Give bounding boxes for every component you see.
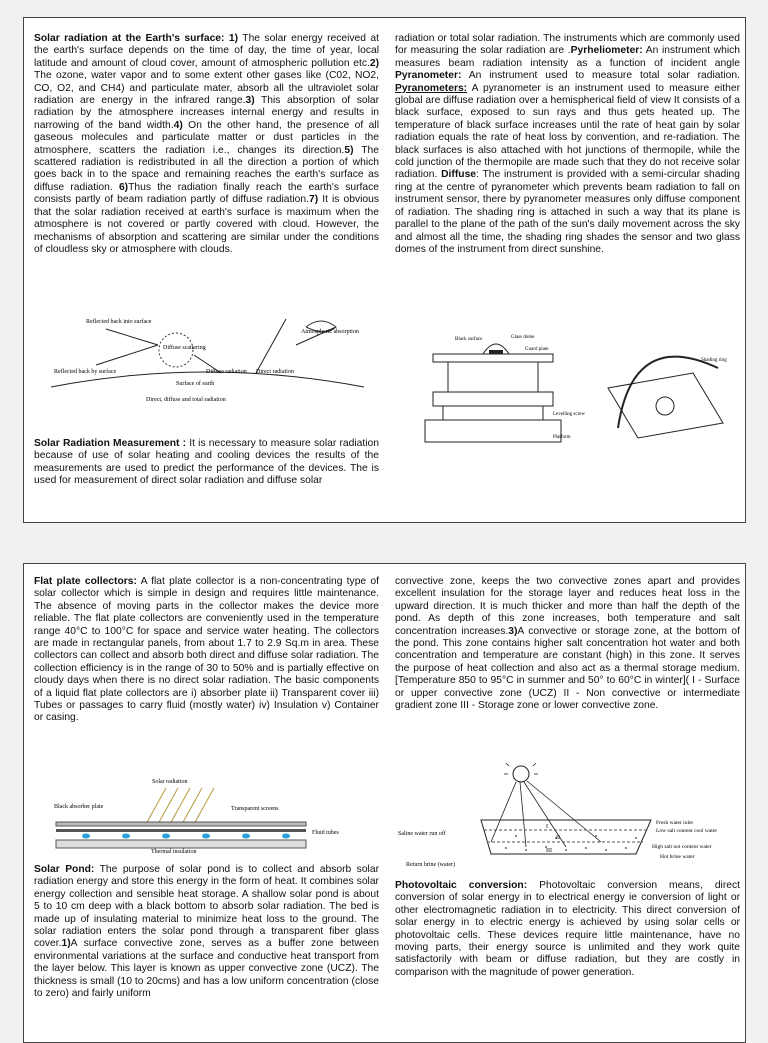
point-number: 2) [369,57,379,69]
page1-right-column [395,33,740,256]
term-heading: Pyranometer: [395,70,462,82]
paragraph-text: radiation or total solar radiation. The instruments which are commonly used for measuring the solar radiation are . [395,33,740,57]
label-zone-2: II [556,835,560,841]
label-diffuse-radiation: Diffuse radiation [206,369,247,375]
figure-caption: Direct, diffuse and total radiation [146,397,226,403]
paragraph-text: A pyranometer is an instrument used to measure either global are diffuse radiation over a hemispherical field of view It consists of a black surface, exposed to sun rays and thus gets heated up. The temperature of black surface increases until the rate of heat gain by solar radiation equals the rate of heat loss by convention, and re-radiation. The black surfaces is also attached with hot junctions of thermopile, while the cold junction of the thermopile are made such that they do not receive solar radiation. [395,82,740,181]
pyranometer-diagram-svg [403,328,738,448]
paragraph-text: The purpose of solar pond is to collect and absorb solar radiation energy and store this energy in the form of heat. It combines solar energy collection and sensible heat storage. A shallow solar pond is about 5 to 10 cm deep with a black bottom to absorb solar radiation. The bed is made up of insulating material to minimize heat loss to the ground. The solar radiation enters the solar pond through a transparent fiber glass cover. [34,864,380,950]
point-number: 3) [245,95,255,107]
point-number: 5) [344,144,354,156]
page-1 [23,17,746,523]
label-fresh-inlet: Fresh water inlet [656,820,693,826]
label-diffuse-scattering: Diffuse scattering [163,345,206,351]
section-heading: Solar Pond: [34,864,95,875]
label-fluid-tubes: Fluid tubes [312,830,339,836]
paragraph-text: A flat plate collector is a non-concentrating type of solar collector which is simple in design and requires little maintenance. The absence of moving parts in the collector makes the device more reliable. The flat plate collectors are conveniently used in the temperature range 40°C to 100°C for space and service water heating. The collectors are made in rectangular panels, from about 1.7 to 2.9 Sq.m in area. These collectors can collect and absorb both direct and diffuse solar radiation. The collection efficiency is in the range of 30 to 50% and is partially effective on cloudy days when there is no direct solar radiation. The basic components of a liquid flat plate collectors are i) absorber plate ii) Transparent cover iii) Tubes or passages to carry fluid (mostly water) iv) Insulation v) Container or casing. [34,576,379,724]
paragraph-text: It is obvious that the solar radiation received at earth's surface is maximum when the atmosphere is not covered or partly covered with cloud. However, the mechanisms of absorption and scattering are similar under the conditions of cloudless sky or atmosphere with clouds. [34,194,379,255]
paragraph-text: A convective or storage zone, at the bottom of the pond. This zone contains higher salt concentration hot water and both concentration and temperature are constant (high) in this zone. It serves the purpose of heat collection and also act as a thermal storage medium. [Temperature 850 to 95°C in summer and 50° to 60°C in winter]( I - Surface or upper convective zone (UCZ) II - Non convective or intermediate gradient zone III - Storage zone or lower convective zone. [395,625,740,712]
instruments-paragraph [395,33,740,256]
label-hot-brine: Hot brine water [660,854,695,860]
paragraph-text: A surface convective zone, serves as a buffer zone between environmental variations at the surface and conductive heat transport from the layer below. This layer is known as upper convective zone (UCZ). The thickness is small (10 to 20cms) and has a low uniform concentration (close to zero) and fairly uniform [34,938,379,1000]
label-zone-1: I [546,824,548,830]
page2-right-column [395,576,740,712]
solar-pond-paragraph [34,864,379,1000]
label-glass-dome: Glass dome [511,335,535,340]
radiation-surface-paragraph [34,33,379,256]
radiation-diagram-svg [46,315,371,405]
paragraph-text: It is necessary to measure solar radiation because of use of solar heating and cooling devices the results of the measurements are used to predict the performance of the devices. The is used for measurement of direct solar radiation and diffuse solar [34,438,379,487]
term-heading: Diffuse [441,169,477,181]
label-reflected-left: Reflected back by surface [54,369,117,375]
label-zone-3: III [546,848,552,854]
pyranometer-diagram [403,328,738,448]
page2-right-lower [395,880,740,979]
label-black-absorber: Black absorber plate [54,804,104,810]
label-transparent-screens: Transparent screens [231,806,279,812]
term-heading: Pyrheliometer: [570,45,643,57]
label-guard-plate: Guard plate [525,347,549,352]
paragraph-text: convective zone, keeps the two convective zones apart and provides excellent insulation for the storage layer and reduces heat loss in the upward direction. It is much thicker and more than half the depth of the pond. As depth of this zone increases, both temperature and salt concentration increases. [395,576,740,637]
label-surface-of-earth: Surface of earth [176,381,215,387]
point-number: 1) [228,33,239,44]
term-heading: Pyranometers: [395,82,468,94]
paragraph-text: Photovoltaic conversion means, direct conversion of solar energy in to electrical energy ie conversion of light or other electromagnetic radiation in to electricity. This direct conversion of solar energy in to electric energy is achieved by using solar cells or photovoltaic cells. These devices require little maintenance, have no moving parts, their energy source is unlimited and they work quite satisfactorily with beam or diffuse radiation, but they are costly in comparison with the magnitude of power generation. [395,880,740,978]
point-number: 1) [61,938,71,950]
page1-left-lower [34,438,379,488]
point-number: 4) [173,119,183,131]
paragraph-text: The scattered radiation is redistributed in all the direction a portion of which goes back in to the space and remaining reaches the earth's surface as diffuse radiation. [34,144,380,193]
section-heading: Solar Radiation Measurement : [34,438,187,449]
label-black-surface: Black surface [455,337,483,342]
radiation-diagram [46,315,371,405]
measurement-paragraph [34,438,379,488]
label-shading-ring: Shading ring [701,358,727,363]
section-heading: Solar radiation at the Earth's surface: [34,33,225,44]
label-solar-radiation: Solar radiation [152,779,188,785]
label-direct-radiation: Direct radiation [256,369,294,375]
convective-zone-paragraph [395,576,740,712]
label-levelling-screw: Levelling screw [553,412,586,417]
point-number: 6) [118,181,129,193]
paragraph-text: : The instrument is provided with a semi-circular shading ring at the centre of pyranometer which prevents beam radiation to fall on instrument sensor, there by pyranometer measures only diffuse component of radiation. The shading ring is attached in such a way that its plane is parallel to the plane of the path of the sun's daily movement across the sky and almost all the time, the shading ring shades the sensor and two glass domes of the instrument from direct sunshine. [395,169,740,255]
label-saline-run-off: Saline water run off [398,831,446,837]
paragraph-text: Thus the radiation finally reach the earth's surface consists partly of beam radiation partly of diffuse radiation. [34,181,380,206]
photovoltaic-paragraph [395,880,740,979]
label-return-brine: Return brine (water) [406,862,455,868]
paragraph-text: The ozone, water vapor and to some extent other gases like (C02, NO2, CO, O2, and CH4) and particulate mater, absorb all the ultraviolet solar radiation are energy in the infrared range. [34,70,379,107]
section-heading: Flat plate collectors: [34,576,137,587]
label-platform: Platform [553,435,571,440]
paragraph-text: An instrument used to measure total solar radiation. [461,70,740,82]
flat-plate-paragraph [34,576,379,725]
page2-left-column [34,576,379,725]
label-reflected-top: Reflected back into surface [86,319,152,325]
paragraph-text: On the other hand, the presence of all gaseous molecules and particulate matter or dust particles in the atmosphere, scatters the radiation i.e., changes its direction. [34,119,379,156]
paragraph-text: This absorption of solar radiation by the atmosphere increases internal energy and results in narrowing of the band width. [34,95,380,131]
label-high-salt: High salt not content water [652,844,712,850]
solar-pond-svg [396,762,736,870]
solar-pond-diagram [396,762,736,870]
label-atmospheric: Atmospheric absorption [301,329,359,335]
point-number: 3) [508,625,518,637]
page2-left-lower [34,864,379,1000]
flat-plate-collector-diagram [46,774,366,854]
point-number: 7) [309,194,319,206]
paragraph-text: The solar energy received at the earth's surface depends on the time of day, the time of year, local latitude and amount of cloud cover, amount of atmospheric pollution etc. [34,33,379,69]
flat-plate-svg [46,774,366,854]
page1-left-column [34,33,379,256]
paragraph-text: An instrument which measures beam radiation intensity as a function of incident angle [395,45,740,69]
label-thermal-insulation: Thermal insulation [151,849,197,854]
label-low-salt: Low salt content cool water [656,828,718,834]
section-heading: Photovoltaic conversion: [395,880,528,891]
page-2 [23,563,746,1043]
